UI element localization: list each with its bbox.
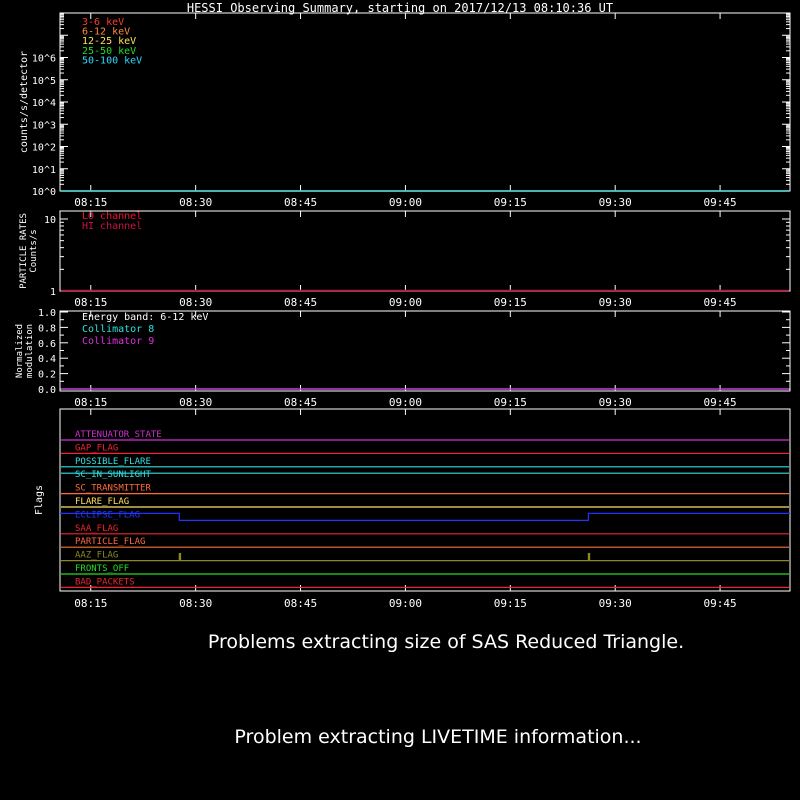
- legend-entry: 50-100 keV: [82, 55, 143, 67]
- energy-band-annotation: Energy band: 6-12 keV: [82, 312, 209, 323]
- y-tick-label: 10^2: [31, 142, 56, 154]
- y-tick-label: 1: [49, 287, 56, 298]
- x-tick-label: 09:45: [703, 597, 737, 610]
- y-axis-label: counts/s/detector: [19, 50, 30, 154]
- flag-label: GAP_FLAG: [75, 443, 119, 454]
- y-tick-label: 10: [43, 215, 56, 226]
- y-axis-label: Flags: [34, 484, 45, 516]
- y-axis-label-units: Counts/s: [29, 229, 39, 273]
- y-tick-label: 0.2: [37, 369, 56, 381]
- flag-label: PARTICLE_FLAG: [75, 537, 146, 548]
- flag-line: [60, 554, 790, 561]
- flag-line: [60, 513, 790, 520]
- flag-label: AAZ_FLAG: [75, 550, 119, 561]
- flag-label: FLARE_FLAG: [75, 497, 130, 507]
- y-axis-label: Normalized: [15, 323, 25, 379]
- legend-entry: 25-50 keV: [82, 45, 137, 57]
- x-tick-label: 08:15: [74, 597, 108, 610]
- x-tick-label: 09:45: [703, 196, 737, 209]
- x-tick-label: 09:00: [388, 196, 422, 209]
- x-tick-label: 08:45: [283, 396, 318, 409]
- flag-label: BAD_PACKETS: [75, 577, 135, 588]
- x-tick-label: 09:45: [703, 296, 737, 309]
- flag-label: ECLIPSE_FLAG: [75, 510, 141, 521]
- flag-label: SC_IN_SUNLIGHT: [75, 470, 151, 481]
- flag-label: ATTENUATOR_STATE: [75, 430, 162, 440]
- legend-entry: 6-12 keV: [82, 26, 131, 38]
- plot-frame-particle-rates: [60, 211, 790, 291]
- livetime-error-message: Problem extracting LIVETIME information...: [234, 726, 642, 748]
- x-tick-label: 09:00: [388, 296, 422, 309]
- x-tick-label: 08:30: [179, 396, 213, 409]
- x-tick-label: 09:30: [598, 597, 632, 610]
- legend-entry: Collimator 9: [82, 336, 155, 347]
- plot-frame-modulation: [60, 311, 790, 391]
- x-tick-label: 09:15: [493, 396, 527, 409]
- y-tick-label: 10^0: [31, 187, 56, 198]
- x-tick-label: 08:30: [179, 597, 213, 610]
- legend-entry: LO channel: [82, 211, 143, 222]
- x-tick-label: 09:15: [493, 597, 527, 610]
- sas-error-message: Problems extracting size of SAS Reduced Triangle.: [207, 631, 685, 653]
- x-tick-label: 09:30: [598, 296, 632, 309]
- y-tick-label: 0.0: [37, 385, 56, 396]
- y-tick-label: 10^3: [31, 120, 56, 132]
- y-tick-label: 10^1: [31, 164, 56, 176]
- y-tick-label: 1.0: [37, 308, 56, 319]
- legend-entry: 3-6 keV: [82, 17, 125, 28]
- x-tick-label: 08:45: [283, 196, 318, 209]
- x-tick-label: 08:30: [179, 196, 213, 209]
- x-tick-label: 09:45: [703, 396, 737, 409]
- y-tick-label: 10^6: [31, 53, 56, 65]
- flag-label: FRONTS_OFF: [75, 564, 130, 574]
- chart-title: HESSI Observing Summary, starting on 2017/12/13 08:10:36 UT: [186, 1, 614, 15]
- x-tick-label: 08:15: [74, 396, 108, 409]
- plot-frame-flags: [60, 409, 790, 591]
- x-tick-label: 09:15: [493, 296, 527, 309]
- plot-frame-count-rates: [60, 13, 790, 191]
- y-axis-label: PARTICLE RATES: [19, 213, 29, 289]
- x-tick-label: 08:15: [74, 296, 108, 309]
- y-axis-label-2: modulation: [25, 323, 35, 379]
- y-tick-label: 10^4: [31, 98, 56, 109]
- legend-entry: HI channel: [82, 221, 143, 232]
- x-tick-label: 08:15: [74, 196, 108, 209]
- x-tick-label: 09:00: [388, 396, 422, 409]
- y-tick-label: 0.8: [37, 323, 56, 335]
- legend-entry: Collimator 8: [82, 324, 155, 335]
- y-tick-label: 0.4: [37, 354, 56, 366]
- flag-label: POSSIBLE_FLARE: [75, 456, 151, 467]
- x-tick-label: 08:30: [179, 296, 213, 309]
- flag-label: SC_TRANSMITTER: [75, 483, 151, 494]
- x-tick-label: 08:45: [283, 296, 318, 309]
- x-tick-label: 09:30: [598, 396, 632, 409]
- x-tick-label: 09:15: [493, 196, 527, 209]
- y-tick-label: 10^5: [31, 75, 56, 87]
- x-tick-label: 09:00: [388, 597, 422, 610]
- legend-entry: 12-25 keV: [82, 36, 137, 48]
- y-tick-label: 0.6: [37, 338, 56, 350]
- flag-label: SAA_FLAG: [75, 523, 119, 534]
- x-tick-label: 09:30: [598, 196, 632, 209]
- x-tick-label: 08:45: [283, 597, 318, 610]
